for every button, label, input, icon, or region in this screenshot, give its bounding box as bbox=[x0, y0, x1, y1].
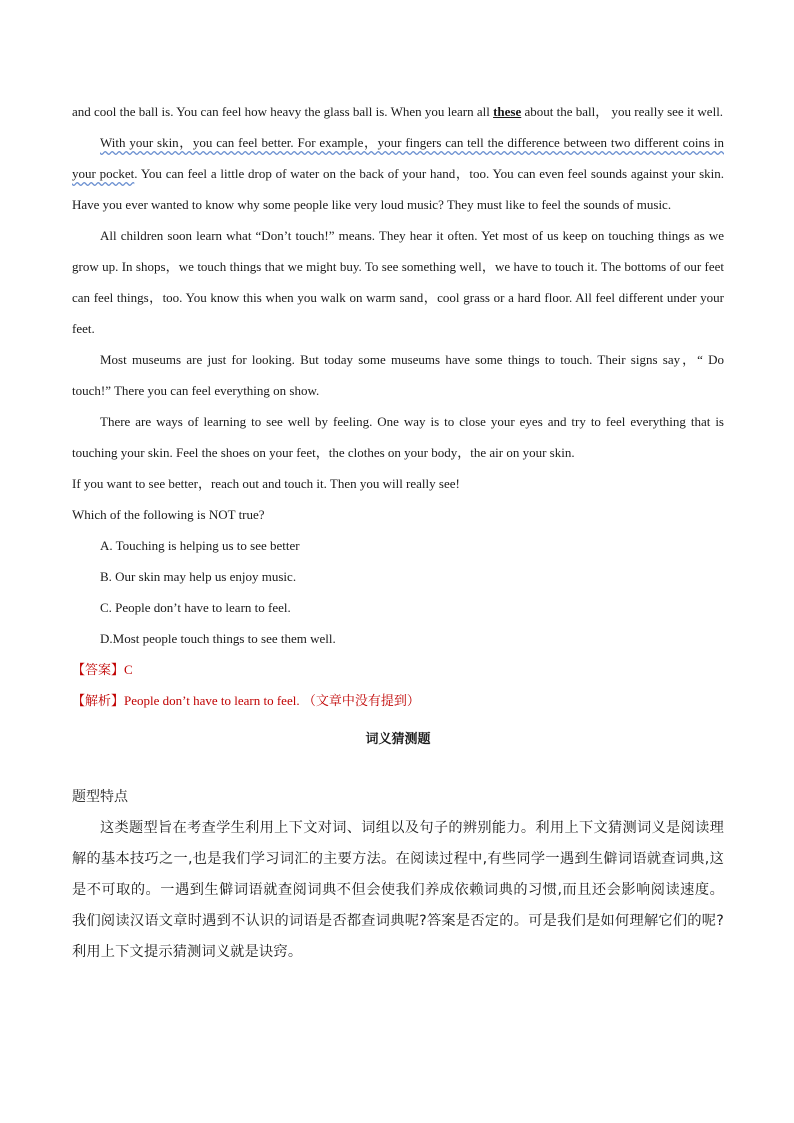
passage-paragraph-5: If you want to see better，reach out and touch it. Then you will really see! bbox=[72, 476, 460, 491]
question-stem: Which of the following is NOT true? bbox=[72, 507, 265, 522]
passage-paragraph-4: There are ways of learning to see well by feeling. One way is to close your eyes and try to feel everything that is touching your skin. Feel the shoes on your feet，the clothes on your body，the air on your skin. bbox=[72, 414, 724, 460]
analysis-value: People don’t have to learn to feel. （文章中没有提到） bbox=[124, 693, 420, 708]
content-area bbox=[72, 96, 724, 968]
passage-paragraph-1 bbox=[72, 127, 724, 220]
passage-paragraph-3: Most museums are just for looking. But today some museums have some things to touch. Their signs say，“ Do touch!” There you can feel everything on show. bbox=[72, 352, 725, 398]
section-title: 词义猜测题 bbox=[365, 732, 431, 747]
option-c: C. People don’t have to learn to feel. bbox=[100, 600, 291, 615]
answer-value: C bbox=[124, 662, 133, 677]
analysis-label: 【解析】 bbox=[72, 693, 125, 708]
answer-line bbox=[72, 654, 724, 685]
passage-paragraph-2: All children soon learn what “Don’t touch!” means. They hear it often. Yet most of us keep on touching things as we grow up. In shops，we touch things that we might buy. To see something well，we have to touch it. The bottoms of our feet can feel things，too. You know this when you walk on warm sand，cool grass or a hard floor. All feel different under your feet. bbox=[72, 228, 724, 336]
option-b: B. Our skin may help us enjoy music. bbox=[100, 569, 297, 584]
answer-label: 【答案】 bbox=[72, 662, 125, 677]
option-d: D.Most people touch things to see them well. bbox=[100, 631, 336, 646]
text-run: . You can feel a little drop of water on the back of your hand，too. You can even feel sounds against your skin. Have you ever wanted to know why some people like very loud music? They must like to feel the sounds of music. bbox=[72, 166, 724, 212]
section-subhead: 题型特点 bbox=[72, 789, 128, 805]
analysis-line bbox=[72, 685, 724, 716]
passage-paragraph-0 bbox=[72, 96, 724, 127]
text-run: about the ball， you really see it well. bbox=[521, 104, 724, 119]
wavy-underlined-text: With your skin，you can feel better. For example，your fingers can tell the difference between two different coins in your pocket bbox=[72, 135, 724, 181]
emphasized-word: these bbox=[493, 104, 522, 119]
text-run: and cool the ball is. You can feel how heavy the glass ball is. When you learn all bbox=[72, 104, 494, 119]
option-a: A. Touching is helping us to see better bbox=[100, 538, 300, 553]
section-body: 这类题型旨在考查学生利用上下文对词、词组以及句子的辨别能力。利用上下文猜测词义是阅读理解的基本技巧之一,也是我们学习词汇的主要方法。在阅读过程中,有些同学一遇到生僻词语就查词典,这是不可取的。一遇到生僻词语就查阅词典不但会使我们养成依赖词典的习惯,而且还会影响阅读速度。我们阅读汉语文章时遇到不认识的词语是否都查词典呢?答案是否定的。可是我们是如何理解它们的呢?利用上下文提示猜测词义就是诀窍。 bbox=[72, 820, 724, 960]
